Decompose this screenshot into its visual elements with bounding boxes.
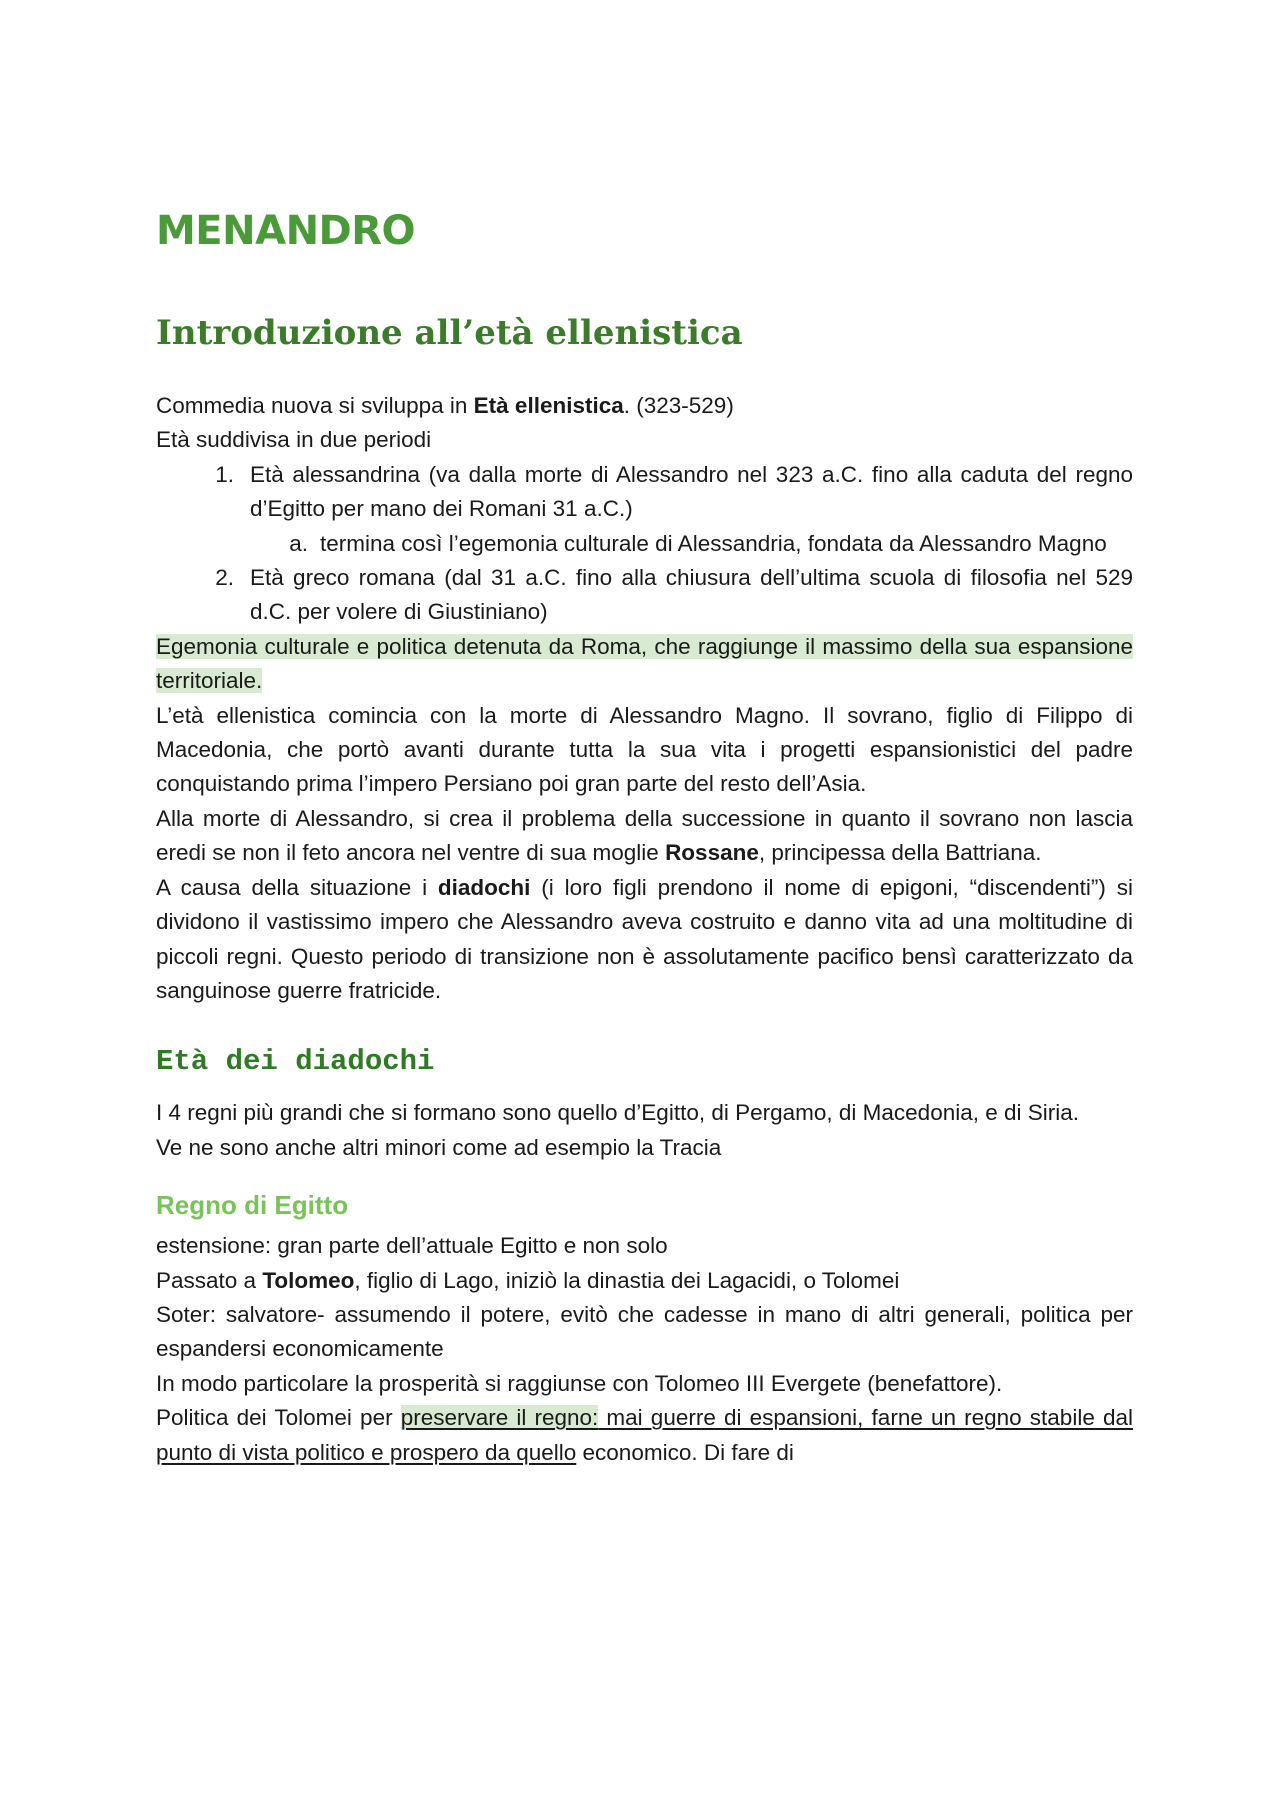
text-run: Passato a xyxy=(156,1267,263,1293)
paragraph-successione xyxy=(156,802,1133,871)
egitto-heading: Regno di Egitto xyxy=(156,1190,349,1221)
text-run: economico. Di fare di xyxy=(576,1439,794,1465)
bold-term: Età ellenistica xyxy=(473,393,624,418)
bold-term: diadochi xyxy=(437,874,531,900)
bold-term: Rossane xyxy=(665,840,759,866)
paragraph-diadochi xyxy=(156,871,1133,1009)
paragraph-regni: I 4 regni più grandi che si formano sono quello d’Egitto, di Pergamo, di Macedonia, e di Siria. xyxy=(156,1100,1080,1126)
text-run: Politica dei Tolomei per xyxy=(156,1405,401,1431)
paragraph-tolomeo xyxy=(156,1264,1133,1298)
paragraph-ellenistica: L’età ellenistica comincia con la morte di Alessandro Magno. Il sovrano, figlio di Filippo di Macedonia, che portò avanti durante tutta la sua vita i progetti espansionistici del padre conquistando prima l’impero Persiano poi gran parte del resto dell’Asia. xyxy=(156,702,1133,797)
text-run: (i loro figli prendono il nome di epigoni, “discendenti”) si dividono il vastissimo impero che Alessandro aveva costruito e danno vita ad una moltitudine di piccoli regni. Questo periodo di transizione non è assolutamente pacifico bensì caratterizzato da sanguinose guerre fratricide. xyxy=(156,874,1133,1003)
list-subitem xyxy=(156,527,1133,561)
paragraph-periodi: Età suddivisa in due periodi xyxy=(156,427,432,453)
list-item-text: Età alessandrina (va dalla morte di Alessandro nel 323 a.C. fino alla caduta del regno d’Egitto per mano dei Romani 31 a.C.) xyxy=(250,461,1133,522)
highlight-run: Egemonia culturale e politica detenuta da Roma, che raggiunge il massimo della sua espansione territoriale. xyxy=(156,633,1133,694)
list-item xyxy=(156,458,1133,527)
text-run: A causa della situazione i xyxy=(156,874,438,900)
list-number: 1. xyxy=(215,461,234,487)
list-subitem-text: termina così l’egemonia culturale di Alessandria, fondata da Alessandro Magno xyxy=(320,530,1107,556)
intro-heading: Introduzione all’età ellenistica xyxy=(156,313,743,353)
paragraph-politica xyxy=(156,1401,1133,1470)
text-run: . (323-529) xyxy=(623,393,734,418)
underline-run: mai guerre di espansioni, farne un regno stabile dal punto di vista politico e prospero da quello xyxy=(156,1405,1133,1465)
text-run: Alla morte di Alessandro, si crea il problema della successione in quanto il sovrano non lascia eredi se non il feto ancora nel ventre di sua moglie xyxy=(156,805,1133,866)
document-body xyxy=(156,205,1133,1470)
text-run: , figlio di Lago, iniziò la dinastia dei Lagacidi, o Tolomei xyxy=(354,1267,900,1293)
periods-list xyxy=(156,458,1133,630)
paragraph-evergete: In modo particolare la prosperità si raggiunse con Tolomeo III Evergete (benefattore). xyxy=(156,1370,1003,1396)
diadochi-heading: Età dei diadochi xyxy=(156,1045,435,1079)
paragraph-minori: Ve ne sono anche altri minori come ad esempio la Tracia xyxy=(156,1134,722,1160)
bold-term: Tolomeo xyxy=(262,1267,355,1293)
document-title: MENANDRO xyxy=(156,208,416,254)
list-item-text: Età greco romana (dal 31 a.C. fino alla chiusura dell’ultima scuola di filosofia nel 529 d.C. per volere di Giustiniano) xyxy=(250,565,1133,625)
text-run: , principessa della Battriana. xyxy=(758,840,1042,866)
paragraph-soter: Soter: salvatore- assumendo il potere, evitò che cadesse in mano di altri generali, politica per espandersi economicamente xyxy=(156,1301,1133,1362)
paragraph-commedia xyxy=(156,389,1133,423)
list-item xyxy=(156,561,1133,630)
paragraph-estensione: estensione: gran parte dell’attuale Egitto e non solo xyxy=(156,1233,668,1259)
highlight-underline-run: preservare il regno: xyxy=(400,1405,599,1431)
text-run: Commedia nuova si sviluppa in xyxy=(156,393,474,418)
list-number: 2. xyxy=(215,565,234,591)
highlighted-paragraph xyxy=(156,630,1133,699)
list-letter: a. xyxy=(289,530,308,556)
